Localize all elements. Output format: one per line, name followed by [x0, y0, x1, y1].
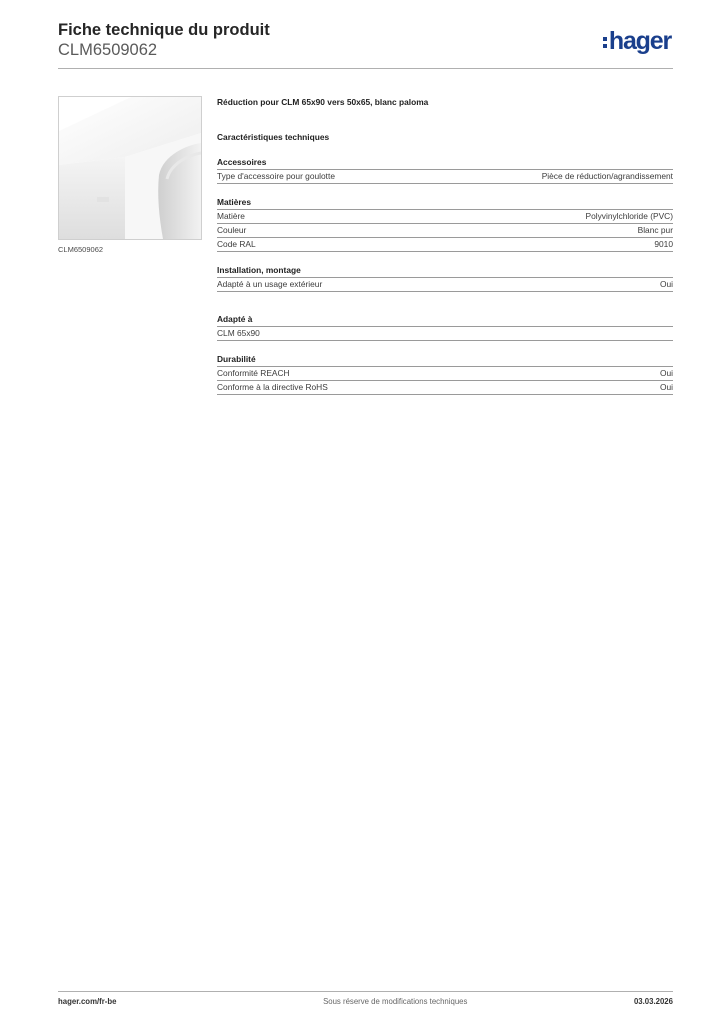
product-description: Réduction pour CLM 65x90 vers 50x65, blanc paloma [217, 97, 429, 107]
spec-value: Polyvinylchloride (PVC) [585, 211, 673, 221]
image-caption: CLM6509062 [58, 245, 104, 254]
spec-row [217, 367, 673, 381]
spec-label: Conformité REACH [217, 368, 290, 378]
spec-row [217, 170, 673, 184]
footer-disclaimer: Sous réserve de modifications techniques [323, 997, 468, 1006]
section-installation-montage [217, 264, 673, 292]
spec-label: Adapté à un usage extérieur [217, 279, 323, 289]
hager-logo [603, 27, 671, 55]
spec-row [217, 327, 673, 341]
footer-date: 03.03.2026 [633, 997, 673, 1006]
section-matieres [217, 196, 673, 252]
section-title: Durabilité [217, 353, 673, 367]
section-title: Accessoires [217, 156, 673, 170]
spec-value: Oui [659, 368, 673, 378]
spec-row [217, 278, 673, 292]
product-image [58, 96, 202, 240]
section-durabilite [217, 353, 673, 395]
spec-label: Type d'accessoire pour goulotte [217, 171, 335, 181]
cable-duct-reducer-image [59, 97, 201, 239]
section-accessoires [217, 156, 673, 184]
logo-wordmark: hager [608, 27, 671, 55]
spec-label: Matière [217, 211, 245, 221]
spec-value: Pièce de réduction/agrandissement [541, 171, 673, 181]
section-title: Adapté à [217, 313, 673, 327]
technical-characteristics-heading: Caractéristiques techniques [217, 132, 330, 142]
spec-row [217, 210, 673, 224]
spec-value: Oui [659, 279, 673, 289]
product-code: CLM6509062 [58, 41, 158, 59]
spec-label: Conforme à la directive RoHS [217, 382, 328, 392]
section-title: Installation, montage [217, 264, 673, 278]
technical-content [217, 96, 673, 407]
header-divider [58, 68, 673, 69]
spec-row [217, 381, 673, 395]
footer-divider [58, 991, 673, 992]
spec-row [217, 224, 673, 238]
spec-value: Blanc pur [637, 225, 673, 235]
footer-website-link[interactable]: hager.com/fr-be [58, 997, 117, 1006]
spec-value: 9010 [654, 239, 673, 249]
spec-value: Oui [659, 382, 673, 392]
spec-row [217, 238, 673, 252]
spec-label: Code RAL [217, 239, 256, 249]
section-adapte-a [217, 313, 673, 341]
spec-label: CLM 65x90 [217, 328, 260, 338]
page-footer [58, 997, 673, 1006]
page-header [58, 20, 673, 68]
section-title: Matières [217, 196, 673, 210]
document-title: Fiche technique du produit [58, 21, 270, 39]
logo-dots-icon [603, 37, 607, 48]
spec-label: Couleur [217, 225, 247, 235]
